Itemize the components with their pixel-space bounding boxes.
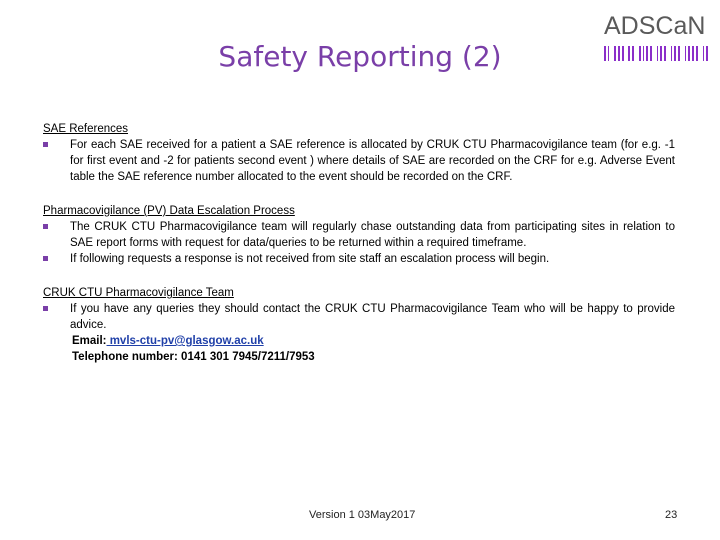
section-heading: Pharmacovigilance (PV) Data Escalation Process <box>43 205 295 217</box>
bullet-item <box>43 251 675 267</box>
bullet-text: If you have any queries they should contact the CRUK CTU Pharmacovigilance Team who will be happy to provide advice. <box>70 303 675 331</box>
email-label: Email: <box>72 335 107 347</box>
section-heading: CRUK CTU Pharmacovigilance Team <box>43 287 234 299</box>
bullet-text: For each SAE received for a patient a SAE reference is allocated by CRUK CTU Pharmacovigilance team (for e.g. -1 for first event and -2 for patients second event ) where details of SAE are recorded on the CRF for e.g. Adverse Event table the SAE reference number allocated to the event should be recorded on the CRF. <box>70 139 675 183</box>
section-sae-references <box>43 121 675 185</box>
bullet-item <box>43 137 675 185</box>
page-number: 23 <box>665 509 678 521</box>
bullet-item <box>43 219 675 251</box>
section-pv-team <box>43 285 675 365</box>
logo-text: ADSCaN <box>604 12 706 40</box>
bullet-square-icon <box>43 142 48 147</box>
email-link[interactable]: mvls-ctu-pv@glasgow.ac.uk <box>106 335 264 347</box>
bullet-square-icon <box>43 306 48 311</box>
bullet-text: If following requests a response is not received from site staff an escalation process will begin. <box>70 253 550 265</box>
slide-title: Safety Reporting (2) <box>218 40 502 73</box>
bullet-square-icon <box>43 224 48 229</box>
footer-version: Version 1 03May2017 <box>309 509 416 521</box>
bullet-square-icon <box>43 256 48 261</box>
contact-email-line <box>43 333 675 349</box>
contact-phone-line: Telephone number: 0141 301 7945/7211/7953 <box>72 351 315 363</box>
section-heading: SAE References <box>43 123 129 135</box>
section-pv-escalation <box>43 203 675 267</box>
bullet-text: The CRUK CTU Pharmacovigilance team will regularly chase outstanding data from participating sites in relation to SAE report forms with request for data/queries to be returned within a required timeframe. <box>70 221 675 249</box>
slide-content <box>43 121 675 383</box>
bullet-item <box>43 301 675 333</box>
